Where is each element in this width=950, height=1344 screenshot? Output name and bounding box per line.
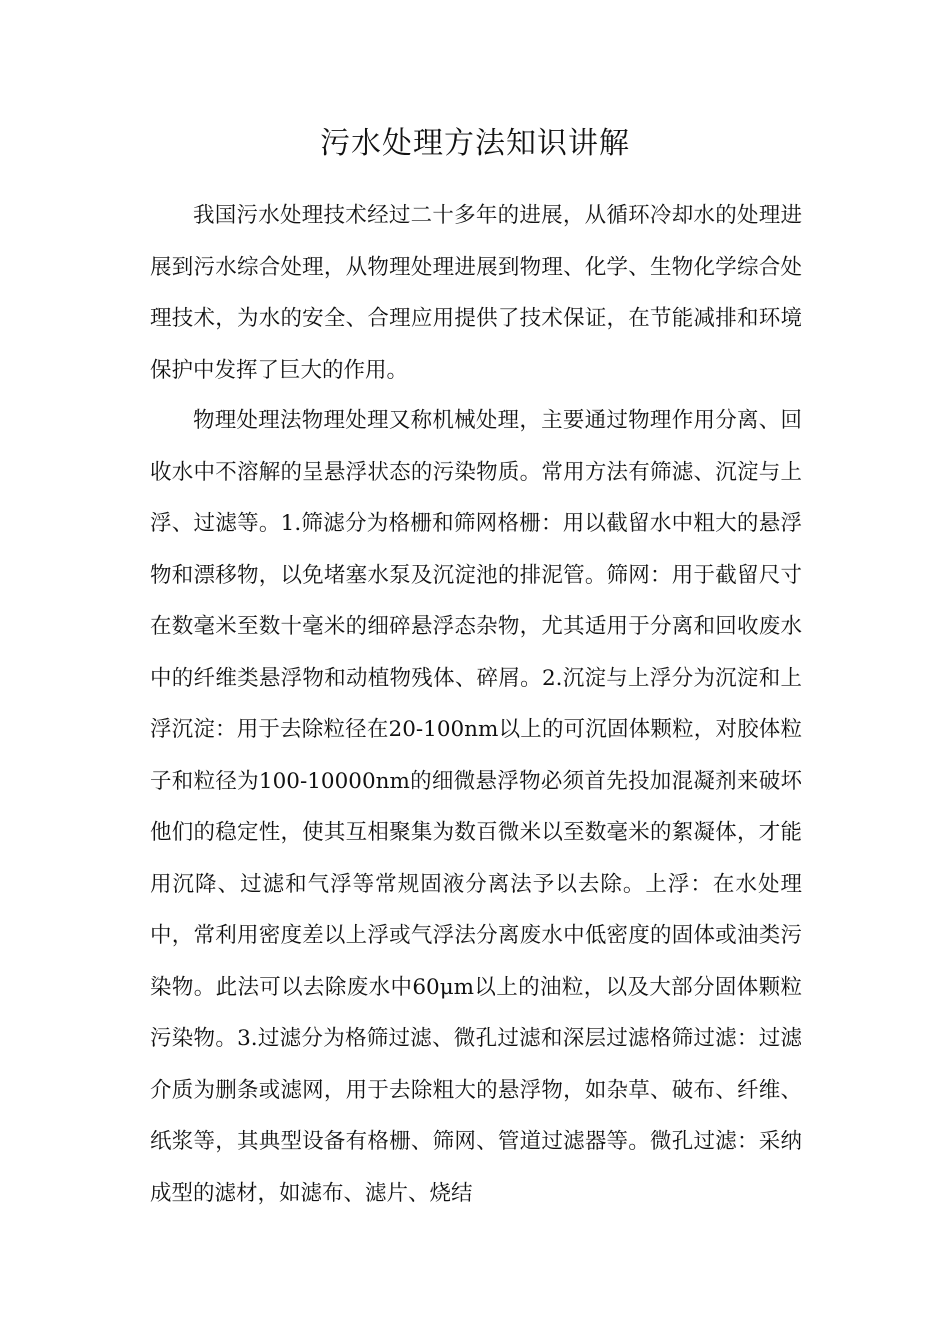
paragraph-intro: 我国污水处理技术经过二十多年的进展，从循环冷却水的处理进展到污水综合处理，从物理处理进展到物理、化学、生物化学综合处理技术，为水的安全、合理应用提供了技术保证，在节能减排和环境保护中发挥了巨大的作用。 [150,203,802,383]
paragraph-physical-treatment: 物理处理法物理处理又称机械处理，主要通过物理作用分离、回收水中不溶解的呈悬浮状态的污染物质。常用方法有筛滤、沉淀与上浮、过滤等。1.筛滤分为格栅和筛网格栅：用以截留水中粗大的悬浮物和漂移物，以免堵塞水泵及沉淀池的排泥管。筛网：用于截留尺寸在数毫米至数十毫米的细碎悬浮态杂物，尤其适用于分离和回收废水中的纤维类悬浮物和动植物残体、碎屑。2.沉淀与上浮分为沉淀和上浮沉淀：用于去除粒径在20-100nm以上的可沉固体颗粒，对胶体粒子和粒径为100-10000nm的细微悬浮物必须首先投加混凝剂来破坏他们的稳定性，使其互相聚集为数百微米以至数毫米的絮凝体，才能用沉降、过滤和气浮等常规固液分离法予以去除。上浮：在水处理中，常利用密度差以上浮或气浮法分离废水中低密度的固体或油类污染物。此法可以去除废水中60μm以上的油粒，以及大部分固体颗粒污染物。3.过滤分为格筛过滤、微孔过滤和深层过滤格筛过滤：过滤介质为删条或滤网，用于去除粗大的悬浮物，如杂草、破布、纤维、纸浆等，其典型设备有格栅、筛网、管道过滤器等。微孔过滤：采纳成型的滤材，如滤布、滤片、烧结 [150,408,802,1206]
document-title: 污水处理方法知识讲解 [320,126,630,161]
